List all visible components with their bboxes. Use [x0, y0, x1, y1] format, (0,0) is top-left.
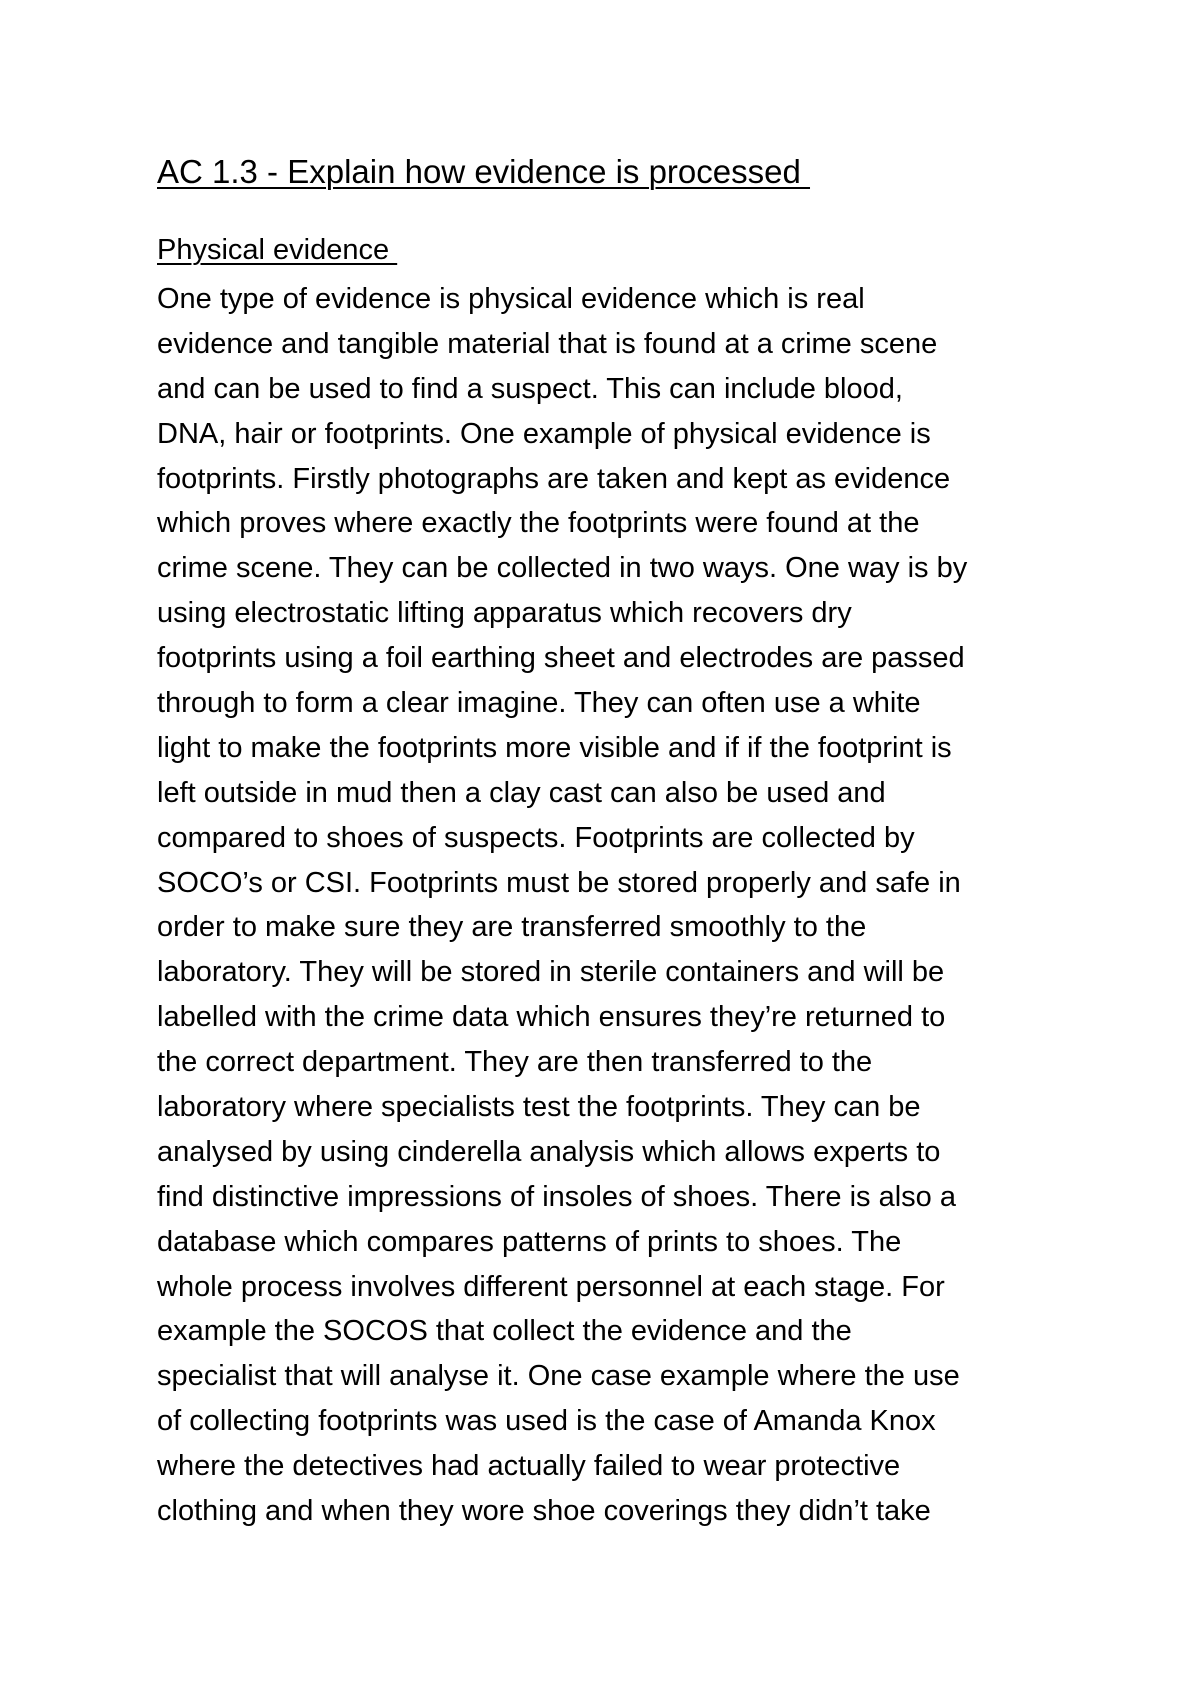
text-line: where the detectives had actually failed to wear protective	[157, 1450, 901, 1483]
text-line: find distinctive impressions of insoles of shoes. There is also a	[157, 1180, 956, 1213]
text-line: which proves where exactly the footprints were found at the	[157, 507, 920, 540]
text-line: crime scene. They can be collected in two ways. One way is by	[157, 552, 968, 585]
text-line: database which compares patterns of prints to shoes. The	[157, 1225, 902, 1258]
text-line: using electrostatic lifting apparatus which recovers dry	[157, 597, 852, 630]
text-line: order to make sure they are transferred smoothly to the	[157, 911, 867, 944]
text-line: compared to shoes of suspects. Footprints are collected by	[157, 821, 915, 854]
text-line: laboratory. They will be stored in sterile containers and will be	[157, 956, 945, 989]
text-line: footprints. Firstly photographs are taken and kept as evidence	[157, 462, 951, 495]
text-line: labelled with the crime data which ensures they’re returned to	[157, 1001, 946, 1034]
text-line: and can be used to find a suspect. This can include blood,	[157, 372, 903, 405]
text-line: SOCO’s or CSI. Footprints must be stored properly and safe in	[157, 866, 961, 899]
text-line: of collecting footprints was used is the case of Amanda Knox	[157, 1405, 936, 1438]
text-line: whole process involves different personnel at each stage. For	[157, 1270, 945, 1303]
text-line: DNA, hair or footprints. One example of physical evidence is	[157, 417, 931, 450]
text-line: analysed by using cinderella analysis which allows experts to	[157, 1135, 941, 1168]
document-title: AC 1.3 - Explain how evidence is processed	[157, 153, 811, 190]
text-line: clothing and when they wore shoe coverings they didn’t take	[157, 1495, 931, 1528]
text-line: One type of evidence is physical evidence which is real	[157, 283, 865, 315]
text-line: light to make the footprints more visible and if if the footprint is	[157, 731, 952, 764]
text-line: footprints using a foil earthing sheet and electrodes are passed	[157, 642, 965, 675]
body-text	[157, 277, 1107, 1534]
text-line: laboratory where specialists test the footprints. They can be	[157, 1091, 921, 1124]
text-line: the correct department. They are then transferred to the	[157, 1046, 873, 1079]
text-line: example the SOCOS that collect the evidence and the	[157, 1315, 852, 1348]
text-line: specialist that will analyse it. One case example where the use	[157, 1360, 960, 1393]
section-heading: Physical evidence	[157, 234, 398, 266]
text-line: through to form a clear imagine. They can often use a white	[157, 687, 921, 720]
text-line: evidence and tangible material that is found at a crime scene	[157, 327, 938, 360]
text-line: left outside in mud then a clay cast can also be used and	[157, 776, 886, 809]
